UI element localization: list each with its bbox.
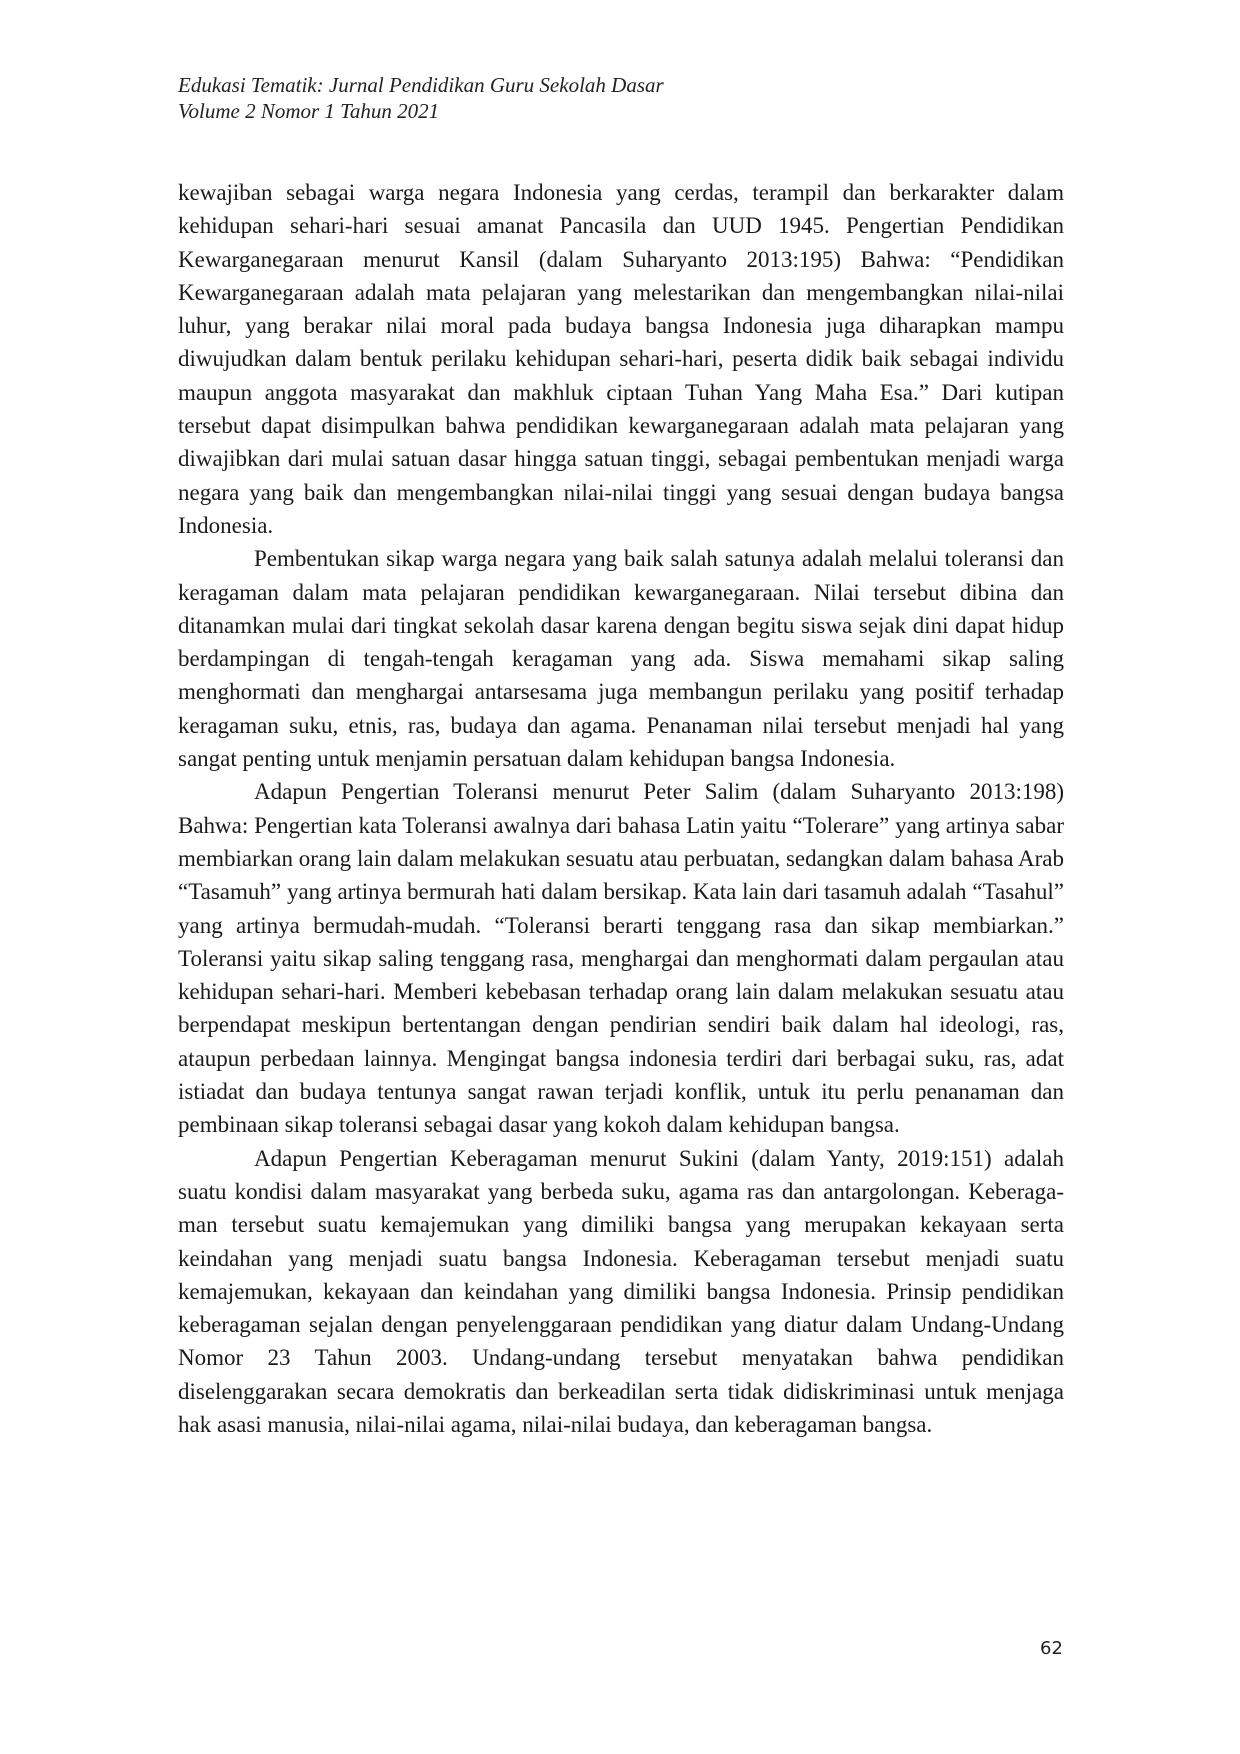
paragraph-civic-education-definition: kewajiban sebagai warga negara Indonesia yang cerdas, terampil dan berkarakter dalam kehidupan sehari-hari sesuai amanat Pancasila dan UUD 1945. Pengertian Pendidikan Kewarganegaraan menurut Kansil (dalam Suharyanto 2013:195) Bahwa: “Pendidikan Kewarganegaraan adalah mata pelajaran yang melestarikan dan mengembangkan nilai-nilai luhur, yang berakar nilai moral pada budaya bangsa Indonesia juga diharapkan mampu diwujudkan dalam bentuk perilaku kehidupan sehari-hari, peserta didik baik sebagai individu maupun anggota masyarakat dan makhluk ciptaan Tuhan Yang Maha Esa.” Dari kutipan tersebut dapat disimpulkan bahwa pendidikan kewarganegaraan adalah mata pelajaran yang diwajibkan dari mulai satuan dasar hingga satuan tinggi, sebagai pembentukan menjadi warga negara yang baik dan mengembangkan nilai-nilai tinggi yang sesuai dengan budaya bangsa Indonesia. [178, 180, 1064, 538]
article-body [178, 176, 1064, 1441]
running-header [178, 72, 664, 124]
journal-title: Edukasi Tematik: Jurnal Pendidikan Guru Sekolah Dasar [178, 73, 664, 97]
paragraph-diversity-definition: Adapun Pengertian Keberagaman menurut Sukini (dalam Yanty, 2019:151) adalah suatu kondisi dalam masyarakat yang berbeda suku, agama ras dan antargolongan. Keberaga-man tersebut suatu kemajemukan yang dimiliki bangsa yang merupakan kekayaan serta keindahan yang menjadi suatu bangsa Indonesia. Keberagaman tersebut menjadi suatu kemajemukan, kekayaan dan keindahan yang dimiliki bangsa Indonesia. Prinsip pendidikan keberagaman sejalan dengan penyelenggaraan pendidikan yang diatur dalam Undang-Undang Nomor 23 Tahun 2003. Undang-undang tersebut menyatakan bahwa pendidikan diselenggarakan secara demokratis dan berkeadilan serta tidak didiskriminasi untuk menjaga hak asasi manusia, nilai-nilai agama, nilai-nilai budaya, dan keberagaman bangsa. [178, 1145, 1064, 1437]
paragraph-citizen-attitude: Pembentukan sikap warga negara yang baik salah satunya adalah melalui toleransi dan keragaman dalam mata pelajaran pendidikan kewarganegaraan. Nilai tersebut dibina dan ditanamkan mulai dari tingkat sekolah dasar karena dengan begitu siswa sejak dini dapat hidup berdampingan di tengah-tengah keragaman yang ada. Siswa memahami sikap saling menghormati dan menghargai antarsesama juga membangun perilaku yang positif terhadap keragaman suku, etnis, ras, budaya dan agama. Penanaman nilai tersebut menjadi hal yang sangat penting untuk menjamin persatuan dalam kehidupan bangsa Indonesia. [178, 546, 1064, 772]
page-number: 62 [1040, 1638, 1063, 1659]
paragraph-tolerance-definition: Adapun Pengertian Toleransi menurut Peter Salim (dalam Suharyanto 2013:198) Bahwa: Pengertian kata Toleransi awalnya dari bahasa Latin yaitu “Tolerare” yang artinya sabar membiarkan orang lain dalam melakukan sesuatu atau perbuatan, sedangkan dalam bahasa Arab “Tasamuh” yang artinya bermurah hati dalam bersikap. Kata lain dari tasamuh adalah “Tasahul” yang artinya bermudah-mudah. “Toleransi berarti tenggang rasa dan sikap membiarkan.” Toleransi yaitu sikap saling tenggang rasa, menghargai dan menghormati dalam pergaulan atau kehidupan sehari-hari. Memberi kebebasan terhadap orang lain dalam melakukan sesuatu atau berpendapat meskipun bertentangan dengan pendirian sendiri baik dalam hal ideologi, ras, ataupun perbedaan lainnya. Mengingat bangsa indonesia terdiri dari berbagai suku, ras, adat istiadat dan budaya tentunya sangat rawan terjadi konflik, untuk itu perlu penanaman dan pembinaan sikap toleransi sebagai dasar yang kokoh dalam kehidupan bangsa. [178, 779, 1064, 1138]
volume-info: Volume 2 Nomor 1 Tahun 2021 [178, 99, 440, 123]
